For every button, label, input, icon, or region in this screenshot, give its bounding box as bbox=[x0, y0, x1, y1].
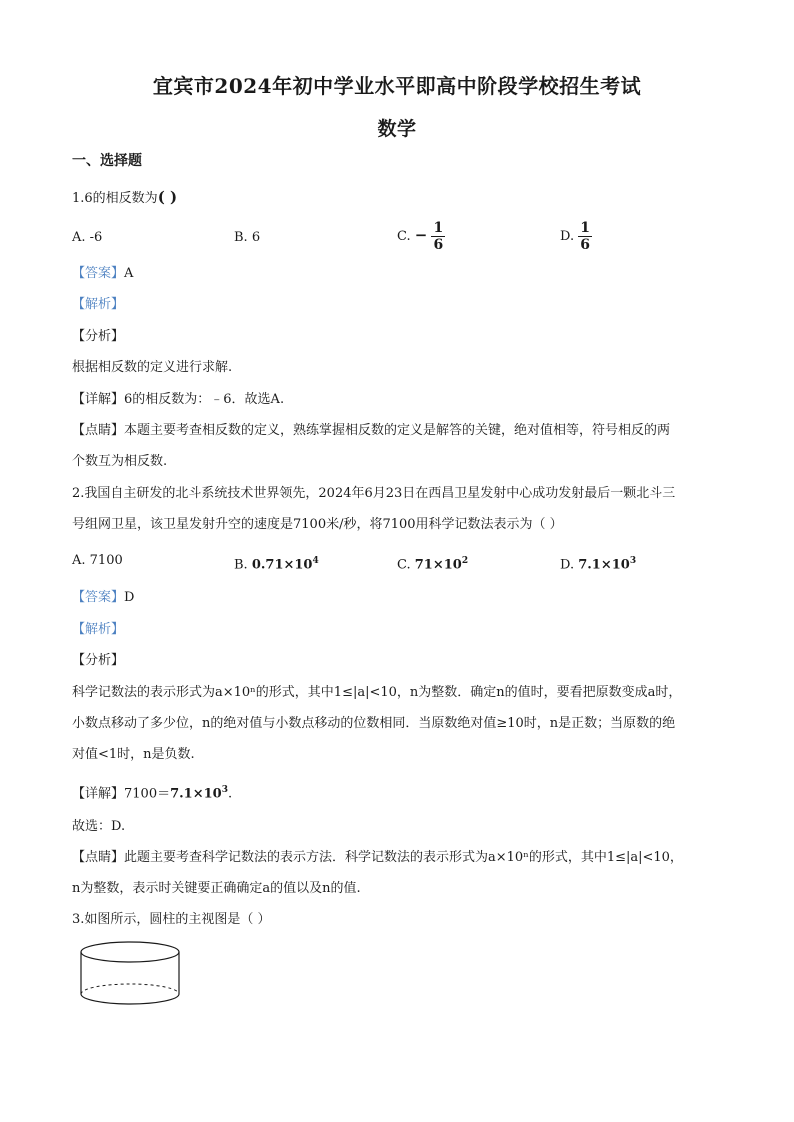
q2-fenxi-tag: 【分析】 bbox=[72, 653, 125, 668]
q1-comment-text1: 本题主要考查相反数的定义，熟练掌握相反数的定义是解答的关键，绝对值相等，符号相反的两 bbox=[124, 423, 671, 438]
q2-option-b bbox=[234, 552, 319, 574]
q1-option-d-label: D. bbox=[560, 229, 575, 244]
q2-option-d-label: D. bbox=[560, 557, 575, 573]
q2-stem-line1: 2.我国自主研发的北斗系统技术世界领先，2024年6月23日在西昌卫星发射中心成功发射最后一颗北斗三 bbox=[72, 486, 676, 501]
cylinder-bottom-front-arc bbox=[81, 994, 179, 1004]
q2-option-b-exp: 4 bbox=[312, 556, 319, 566]
q1-option-c-sign: − bbox=[414, 226, 428, 244]
q2-comment-line1 bbox=[72, 849, 728, 867]
q2-option-b-base: 0.71×10 bbox=[251, 557, 313, 573]
q2-option-c-exp: 2 bbox=[461, 556, 469, 566]
q2-fenxi-line3: 对值<1时，n是负数. bbox=[72, 747, 195, 762]
q2-detail-exp: 3 bbox=[221, 785, 228, 795]
section-heading: 一、选择题 bbox=[72, 153, 142, 169]
q2-stem-line2: 号组网卫星，该卫星发射升空的速度是7100米/秒，将7100用科学记数法表示为（ ） bbox=[72, 517, 563, 532]
q1-answer-tag: 【答案】 bbox=[72, 266, 125, 281]
q1-stem bbox=[72, 188, 728, 208]
q1-fenxi-text: 根据相反数的定义进行求解. bbox=[72, 360, 233, 375]
q2-option-a: A. 7100 bbox=[72, 553, 123, 568]
q1-detail-tag: 【详解】 bbox=[72, 392, 125, 407]
exam-subject: 数学 bbox=[377, 118, 417, 140]
q2-fenxi-line2: 小数点移动了多少位，n的绝对值与小数点移动的位数相同．当原数绝对值≥10时，n是正数；当原数的绝 bbox=[72, 716, 676, 731]
q2-option-d bbox=[560, 552, 636, 574]
q1-answer bbox=[72, 265, 728, 283]
q2-option-d-base: 7.1×10 bbox=[578, 557, 630, 573]
cylinder-figure bbox=[74, 938, 186, 1012]
q2-option-c-label: C. bbox=[397, 557, 411, 573]
q2-option-b-label: B. bbox=[234, 557, 248, 573]
q1-option-c-fraction bbox=[431, 220, 445, 253]
q2-conclusion: 故选：D. bbox=[72, 819, 126, 834]
q1-option-c-denominator: 6 bbox=[433, 237, 444, 253]
q2-comment-text1: 此题主要考查科学记数法的表示方法．科学记数法的表示形式为a×10ⁿ的形式，其中1≤|a|<10， bbox=[124, 850, 683, 865]
cylinder-top-ellipse bbox=[81, 942, 179, 962]
q2-detail-tag: 【详解】 bbox=[72, 786, 125, 802]
q1-comment-line2: 个数互为相反数. bbox=[72, 454, 168, 469]
q1-fenxi-tag: 【分析】 bbox=[72, 329, 125, 344]
q2-answer-tag: 【答案】 bbox=[72, 590, 125, 605]
q2-detail-base: 7.1×10 bbox=[170, 786, 222, 802]
q2-option-d-exp: 3 bbox=[629, 556, 637, 566]
q1-option-d-denominator: 6 bbox=[580, 237, 590, 253]
q1-comment-line1 bbox=[72, 422, 728, 440]
q1-option-c bbox=[397, 220, 445, 253]
q1-detail-text: 6的相反数为：﹣6．故选A. bbox=[124, 392, 285, 407]
q1-stem-text: 1.6的相反数为 bbox=[72, 191, 158, 206]
exam-title: 宜宾市2024年初中学业水平即高中阶段学校招生考试 bbox=[152, 74, 642, 98]
q1-option-d-fraction bbox=[578, 220, 592, 253]
cylinder-bottom-hidden-arc bbox=[81, 984, 179, 994]
q2-answer bbox=[72, 589, 728, 607]
q1-detail bbox=[72, 391, 728, 409]
q1-option-d bbox=[560, 220, 592, 253]
q2-detail bbox=[72, 781, 728, 803]
q2-detail-suffix: . bbox=[227, 786, 233, 802]
q1-option-b: B. 6 bbox=[234, 230, 261, 245]
q1-answer-value: A bbox=[124, 266, 134, 281]
q1-option-c-numerator: 1 bbox=[433, 220, 444, 236]
q1-option-c-label: C. bbox=[397, 229, 411, 244]
q2-option-c-base: 71×10 bbox=[414, 557, 462, 573]
q1-jiexi-tag: 【解析】 bbox=[72, 297, 125, 312]
q2-comment-tag: 【点睛】 bbox=[72, 850, 125, 865]
q2-fenxi-line1: 科学记数法的表示形式为a×10ⁿ的形式，其中1≤|a|<10，n为整数．确定n的值时，要看把原数变成a时， bbox=[72, 685, 682, 700]
q2-jiexi-tag: 【解析】 bbox=[72, 622, 125, 637]
q2-detail-prefix: 7100＝ bbox=[124, 786, 171, 802]
q1-paren: ( ) bbox=[157, 188, 178, 206]
q1-comment-tag: 【点睛】 bbox=[72, 423, 125, 438]
q2-option-c bbox=[397, 552, 468, 574]
q1-option-d-numerator: 1 bbox=[580, 220, 590, 236]
q1-option-a: A. -6 bbox=[72, 230, 103, 245]
q3-stem: 3.如图所示，圆柱的主视图是（ ） bbox=[72, 912, 271, 927]
q2-comment-line2: n为整数，表示时关键要正确确定a的值以及n的值. bbox=[72, 881, 361, 896]
q2-answer-value: D bbox=[124, 590, 135, 605]
